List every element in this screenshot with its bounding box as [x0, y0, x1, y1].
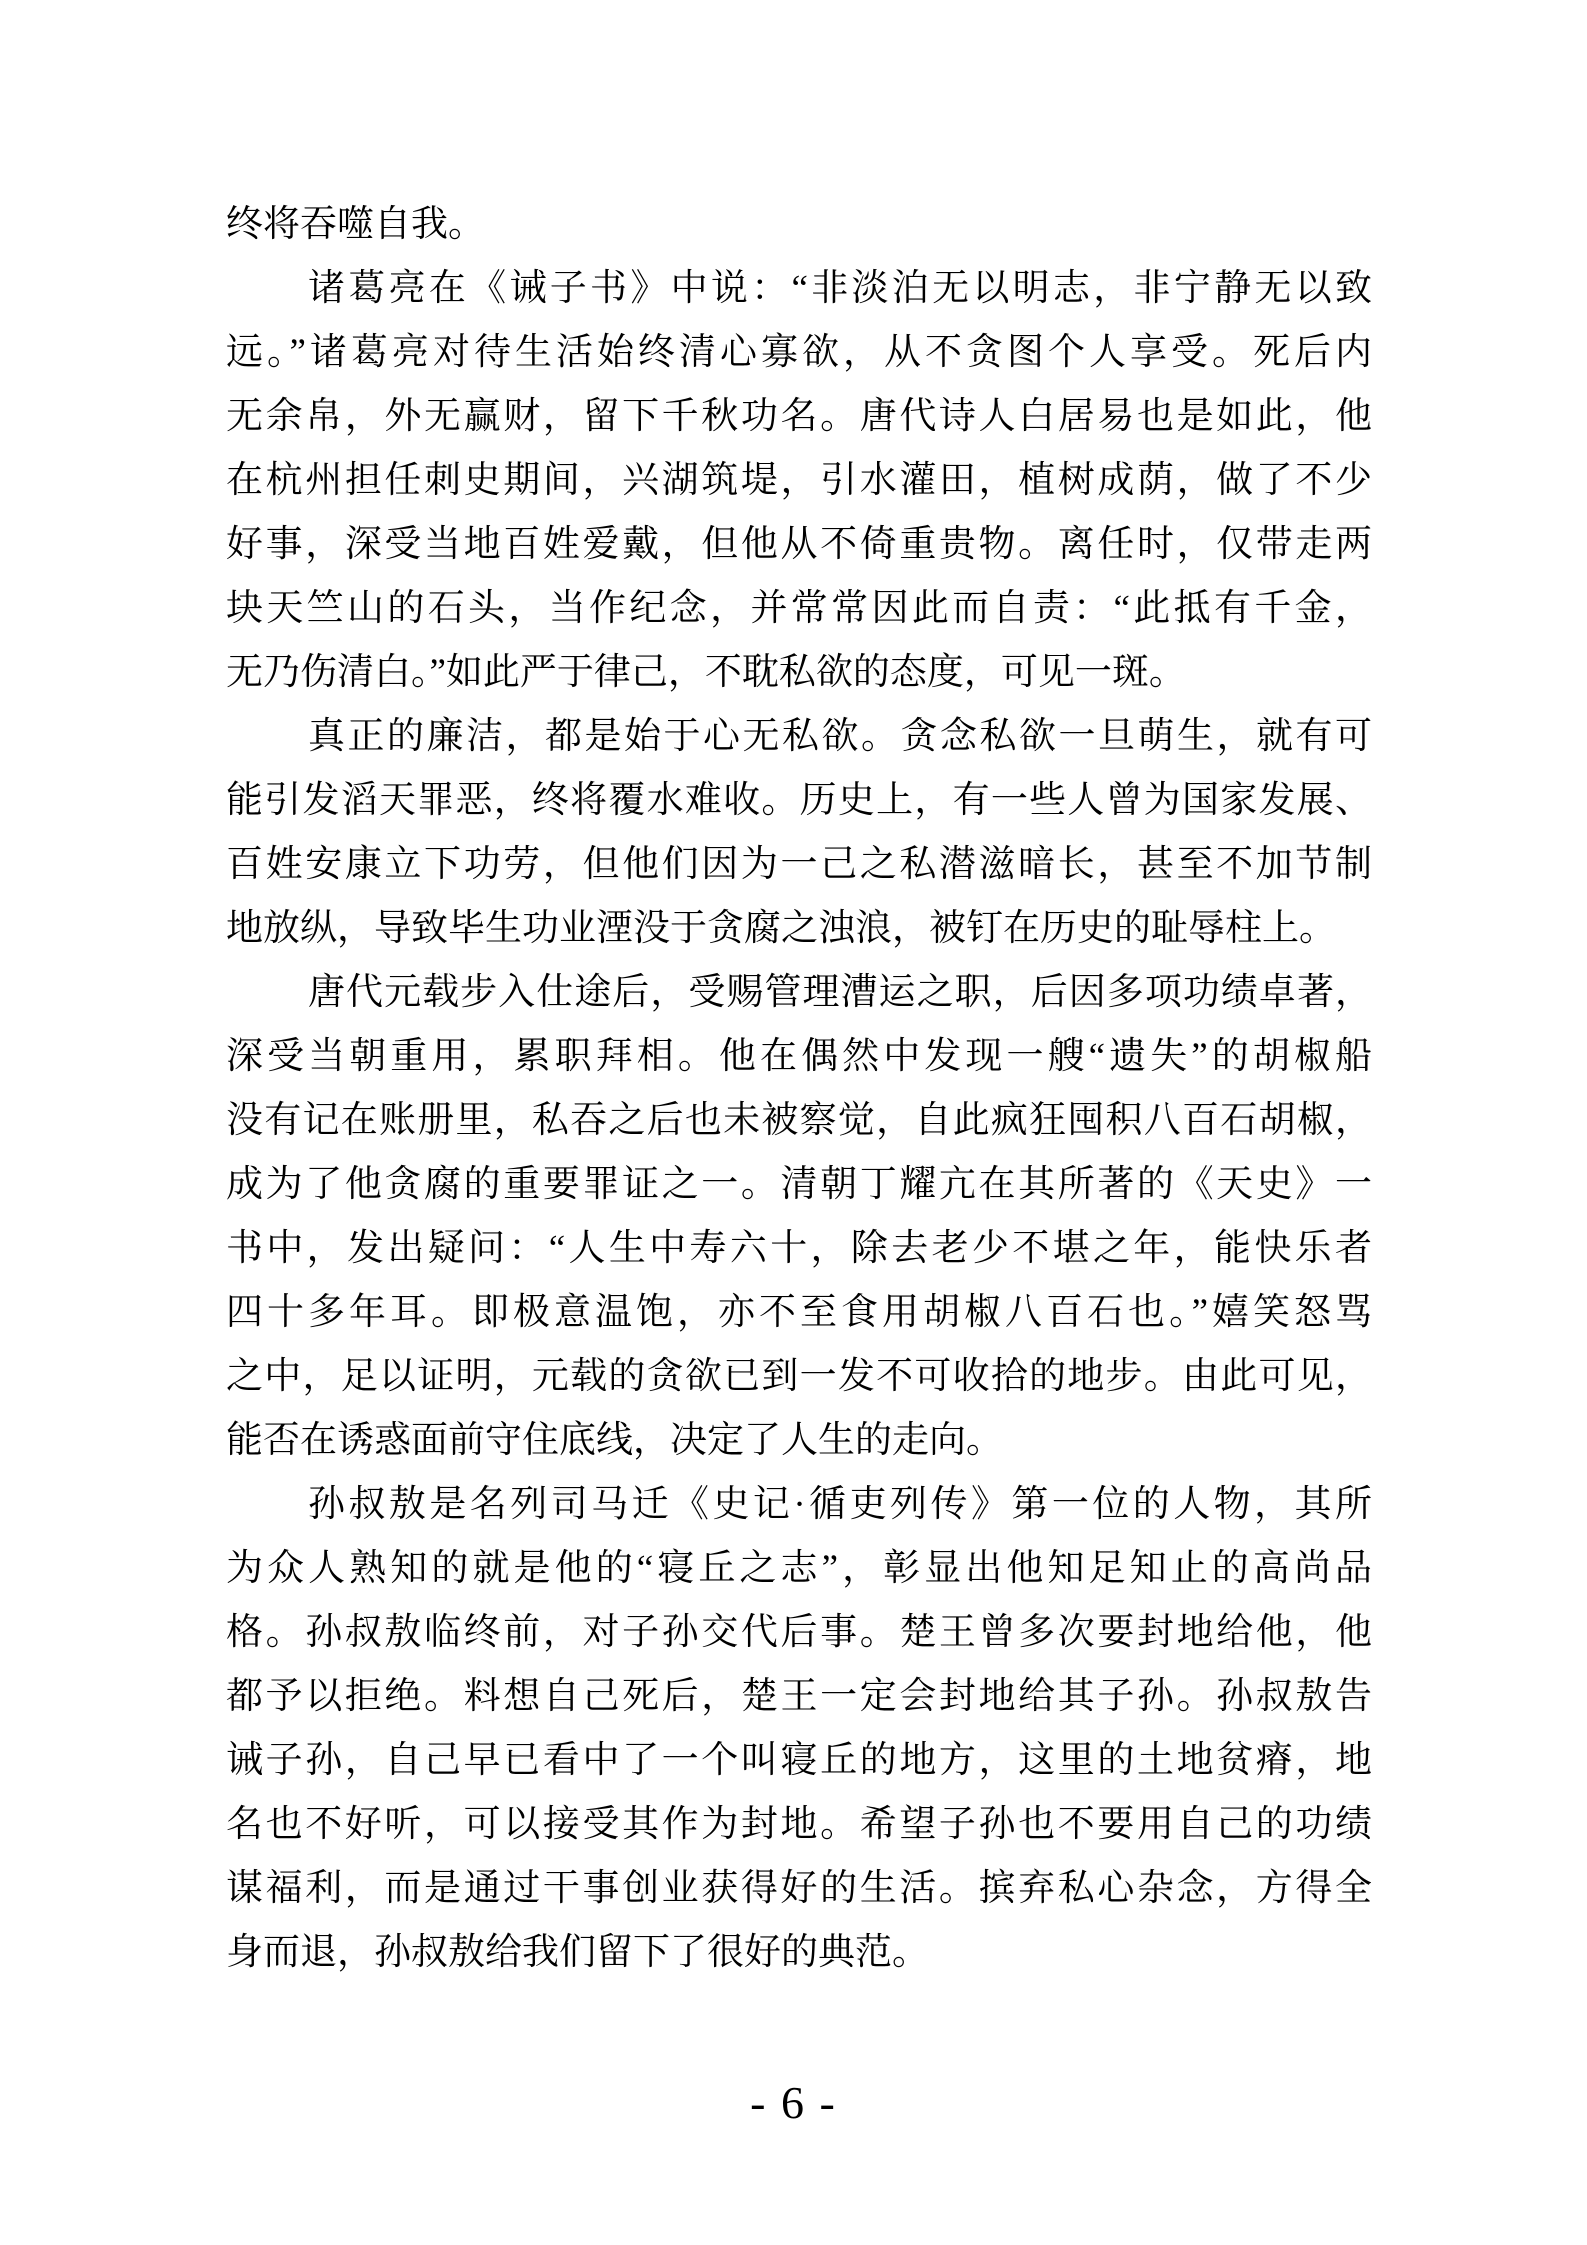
text-line: 书中，发出疑问：“人生中寿六十，除去老少不堪之年，能快乐者 [226, 1228, 1372, 1269]
text-line: 没有记在账册里，私吞之后也未被察觉，自此疯狂囤积八百石胡椒， [226, 1100, 1372, 1141]
text-line: 都予以拒绝。料想自己死后，楚王一定会封地给其子孙。孙叔敖告 [226, 1676, 1372, 1717]
page-number: - 6 - [750, 2077, 837, 2128]
text-line: 为众人熟知的就是他的“寝丘之志”，彰显出他知足知止的高尚品 [226, 1548, 1372, 1589]
text-line: 诫子孙，自己早已看中了一个叫寝丘的地方，这里的土地贫瘠，地 [226, 1740, 1372, 1781]
paragraph [226, 193, 1372, 257]
text-line: 能否在诱惑面前守住底线，决定了人生的走向。 [226, 1420, 1003, 1461]
text-line: 四十多年耳。即极意温饱，亦不至食用胡椒八百石也。”嬉笑怒骂 [226, 1292, 1372, 1333]
paragraph [226, 705, 1372, 961]
text-line: 远。”诸葛亮对待生活始终清心寡欲，从不贪图个人享受。死后内 [226, 332, 1372, 373]
text-line: 终将吞噬自我。 [226, 204, 485, 245]
text-line: 格。孙叔敖临终前，对子孙交代后事。楚王曾多次要封地给他，他 [226, 1612, 1372, 1653]
text-line: 之中，足以证明，元载的贪欲已到一发不可收拾的地步。由此可见， [226, 1356, 1372, 1397]
paragraph [226, 961, 1372, 1473]
text-line: 百姓安康立下功劳，但他们因为一己之私潜滋暗长，甚至不加节制 [226, 844, 1372, 885]
text-line: 无余帛，外无赢财，留下千秋功名。唐代诗人白居易也是如此，他 [226, 396, 1372, 437]
text-line: 好事，深受当地百姓爱戴，但他从不倚重贵物。离任时，仅带走两 [226, 524, 1372, 565]
paragraph [226, 257, 1372, 705]
text-line: 谋福利，而是通过干事创业获得好的生活。摈弃私心杂念，方得全 [226, 1868, 1372, 1909]
text-line: 真正的廉洁，都是始于心无私欲。贪念私欲一旦萌生，就有可 [308, 716, 1372, 757]
text-line: 深受当朝重用，累职拜相。他在偶然中发现一艘“遗失”的胡椒船 [226, 1036, 1372, 1077]
text-line: 名也不好听，可以接受其作为封地。希望子孙也不要用自己的功绩 [226, 1804, 1372, 1845]
text-line: 成为了他贪腐的重要罪证之一。清朝丁耀亢在其所著的《天史》一 [226, 1164, 1372, 1205]
text-line: 无乃伤清白。”如此严于律己，不耽私欲的态度，可见一斑。 [226, 652, 1186, 693]
document-body-text [226, 193, 1372, 1985]
text-line: 身而退，孙叔敖给我们留下了很好的典范。 [226, 1932, 929, 1973]
text-line: 唐代元载步入仕途后，受赐管理漕运之职，后因多项功绩卓著， [308, 972, 1372, 1013]
text-line: 诸葛亮在《诫子书》中说：“非淡泊无以明志，非宁静无以致 [308, 268, 1372, 309]
paragraph [226, 1473, 1372, 1985]
text-line: 孙叔敖是名列司马迁《史记·循吏列传》第一位的人物，其所 [308, 1484, 1372, 1525]
text-line: 在杭州担任刺史期间，兴湖筑堤，引水灌田，植树成荫，做了不少 [226, 460, 1372, 501]
text-line: 能引发滔天罪恶，终将覆水难收。历史上，有一些人曾为国家发展、 [226, 780, 1372, 821]
text-line: 地放纵，导致毕生功业湮没于贪腐之浊浪，被钉在历史的耻辱柱上。 [226, 908, 1336, 949]
text-line: 块天竺山的石头，当作纪念，并常常因此而自责：“此抵有千金， [226, 588, 1372, 629]
